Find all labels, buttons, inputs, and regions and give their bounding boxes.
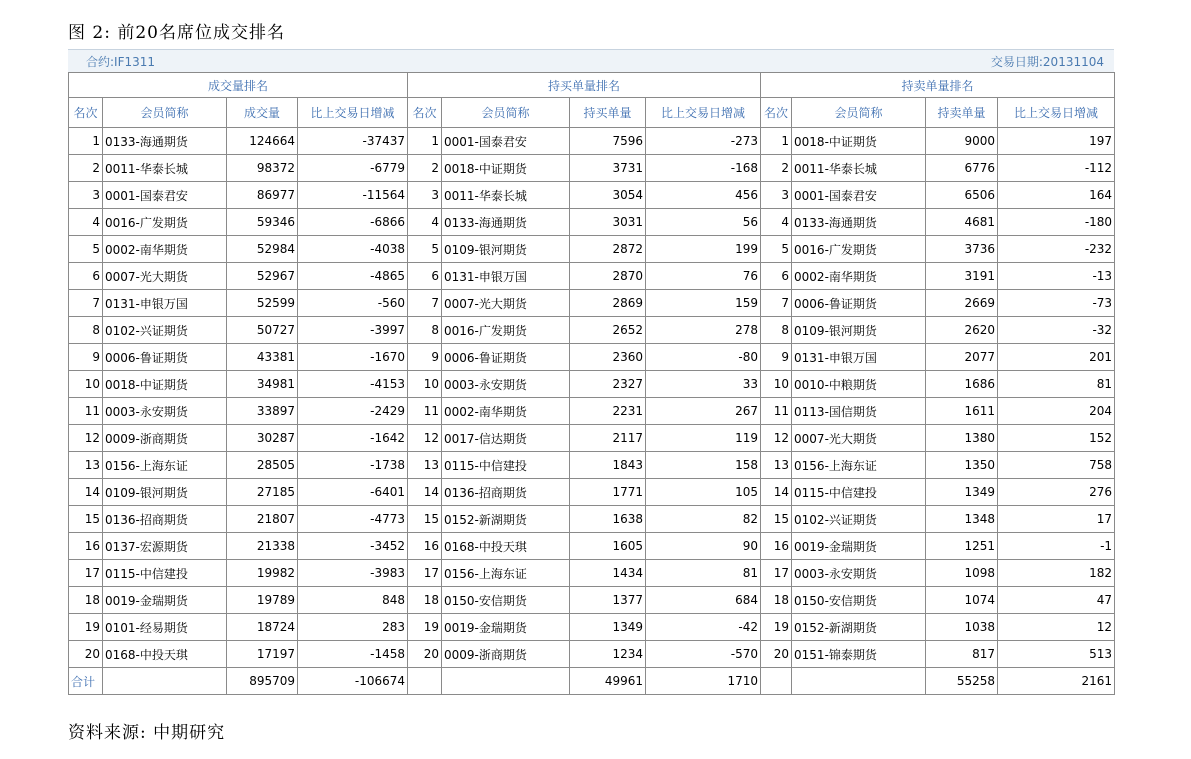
- table-cell: 0007-光大期货: [792, 425, 926, 452]
- table-cell: 2869: [570, 290, 646, 317]
- table-row: [69, 452, 1115, 479]
- table-cell: 20: [69, 641, 103, 668]
- table-cell: 43381: [227, 344, 298, 371]
- table-cell: 33: [646, 371, 761, 398]
- table-cell: 0150-安信期货: [442, 587, 570, 614]
- table-cell: 21807: [227, 506, 298, 533]
- table-cell: 1771: [570, 479, 646, 506]
- table-cell: 0152-新湖期货: [792, 614, 926, 641]
- table-cell: 0006-鲁证期货: [442, 344, 570, 371]
- table-row: [69, 614, 1115, 641]
- column-header: 持买单量: [570, 98, 646, 128]
- table-cell: 1251: [926, 533, 998, 560]
- table-cell: 159: [646, 290, 761, 317]
- table-cell: 1234: [570, 641, 646, 668]
- table-cell: -180: [998, 209, 1115, 236]
- table-cell: 6776: [926, 155, 998, 182]
- table-cell: 456: [646, 182, 761, 209]
- table-cell: 90: [646, 533, 761, 560]
- table-cell: -4773: [298, 506, 408, 533]
- table-cell: 19: [761, 614, 792, 641]
- table-cell: 0131-申银万国: [442, 263, 570, 290]
- table-cell: 0017-信达期货: [442, 425, 570, 452]
- table-cell: 14: [761, 479, 792, 506]
- table-cell: 15: [408, 506, 442, 533]
- table-row: [69, 209, 1115, 236]
- table-cell: 2872: [570, 236, 646, 263]
- table-row: [69, 236, 1115, 263]
- table-cell: 1074: [926, 587, 998, 614]
- table-cell: 56: [646, 209, 761, 236]
- table-cell: 0168-中投天琪: [103, 641, 227, 668]
- table-cell: 13: [69, 452, 103, 479]
- table-row: [69, 263, 1115, 290]
- table-cell: 7: [69, 290, 103, 317]
- table-cell: 13: [408, 452, 442, 479]
- table-cell: 0133-海通期货: [442, 209, 570, 236]
- table-cell: 12: [408, 425, 442, 452]
- table-cell: 17: [998, 506, 1115, 533]
- table-cell: 2652: [570, 317, 646, 344]
- total-cell: [442, 668, 570, 695]
- table-cell: 0016-广发期货: [103, 209, 227, 236]
- table-cell: -4153: [298, 371, 408, 398]
- total-cell: [103, 668, 227, 695]
- table-cell: 0019-金瑞期货: [103, 587, 227, 614]
- table-cell: 3054: [570, 182, 646, 209]
- total-cell: 1710: [646, 668, 761, 695]
- table-cell: 52984: [227, 236, 298, 263]
- table-cell: 6: [761, 263, 792, 290]
- table-row: [69, 560, 1115, 587]
- total-row: [69, 668, 1115, 695]
- table-cell: 0011-华泰长城: [792, 155, 926, 182]
- table-cell: 0001-国泰君安: [792, 182, 926, 209]
- table-cell: -6779: [298, 155, 408, 182]
- table-cell: 267: [646, 398, 761, 425]
- table-cell: 19: [408, 614, 442, 641]
- table-cell: 6506: [926, 182, 998, 209]
- table-cell: 76: [646, 263, 761, 290]
- table-cell: 0150-安信期货: [792, 587, 926, 614]
- table-cell: 2117: [570, 425, 646, 452]
- table-cell: -3983: [298, 560, 408, 587]
- table-row: [69, 533, 1115, 560]
- table-cell: -168: [646, 155, 761, 182]
- table-cell: 2327: [570, 371, 646, 398]
- table-cell: 204: [998, 398, 1115, 425]
- table-cell: -11564: [298, 182, 408, 209]
- table-cell: 14: [408, 479, 442, 506]
- table-cell: 17197: [227, 641, 298, 668]
- total-label: 合计: [69, 668, 103, 695]
- table-cell: 1843: [570, 452, 646, 479]
- table-cell: 10: [408, 371, 442, 398]
- table-cell: 19789: [227, 587, 298, 614]
- table-cell: 684: [646, 587, 761, 614]
- table-cell: 6: [408, 263, 442, 290]
- column-header: 会员简称: [792, 98, 926, 128]
- table-cell: 11: [408, 398, 442, 425]
- figure-title: 图 2: 前20名席位成交排名: [68, 23, 285, 43]
- column-header: 比上交易日增减: [998, 98, 1115, 128]
- table-cell: -42: [646, 614, 761, 641]
- table-cell: 3736: [926, 236, 998, 263]
- table-cell: 1: [761, 128, 792, 155]
- table-cell: 3731: [570, 155, 646, 182]
- table-cell: 3191: [926, 263, 998, 290]
- table-cell: 0101-经易期货: [103, 614, 227, 641]
- table-cell: 2620: [926, 317, 998, 344]
- table-cell: 0109-银河期货: [792, 317, 926, 344]
- table-cell: 1349: [926, 479, 998, 506]
- column-header: 持卖单量: [926, 98, 998, 128]
- table-cell: -1458: [298, 641, 408, 668]
- table-cell: 1434: [570, 560, 646, 587]
- ranking-table: [68, 72, 1115, 695]
- table-cell: 0131-申银万国: [103, 290, 227, 317]
- table-cell: 105: [646, 479, 761, 506]
- table-cell: 1: [408, 128, 442, 155]
- table-cell: 33897: [227, 398, 298, 425]
- table-cell: 19982: [227, 560, 298, 587]
- table-cell: 0016-广发期货: [792, 236, 926, 263]
- table-cell: 1: [69, 128, 103, 155]
- table-cell: 12: [69, 425, 103, 452]
- table-cell: 0003-永安期货: [103, 398, 227, 425]
- table-cell: 10: [69, 371, 103, 398]
- table-cell: 0006-鲁证期货: [103, 344, 227, 371]
- table-cell: 278: [646, 317, 761, 344]
- table-cell: 0002-南华期货: [792, 263, 926, 290]
- column-header: 会员简称: [442, 98, 570, 128]
- table-cell: 1098: [926, 560, 998, 587]
- table-row: [69, 290, 1115, 317]
- table-cell: 158: [646, 452, 761, 479]
- table-cell: 86977: [227, 182, 298, 209]
- table-cell: 1638: [570, 506, 646, 533]
- table-cell: 124664: [227, 128, 298, 155]
- table-cell: 82: [646, 506, 761, 533]
- table-cell: 28505: [227, 452, 298, 479]
- table-cell: 1605: [570, 533, 646, 560]
- table-cell: 2870: [570, 263, 646, 290]
- table-cell: -6866: [298, 209, 408, 236]
- group-header-row: [69, 73, 1115, 98]
- table-row: [69, 155, 1115, 182]
- table-cell: 182: [998, 560, 1115, 587]
- table-cell: -13: [998, 263, 1115, 290]
- table-cell: 8: [761, 317, 792, 344]
- total-cell: -106674: [298, 668, 408, 695]
- table-meta-bar: [68, 49, 1114, 72]
- trade-date-label: 交易日期:20131104: [990, 55, 1104, 69]
- table-cell: 15: [69, 506, 103, 533]
- table-cell: -2429: [298, 398, 408, 425]
- table-cell: 7: [761, 290, 792, 317]
- table-cell: 0019-金瑞期货: [792, 533, 926, 560]
- table-cell: 20: [761, 641, 792, 668]
- table-cell: -3452: [298, 533, 408, 560]
- table-cell: 27185: [227, 479, 298, 506]
- table-cell: 0006-鲁证期货: [792, 290, 926, 317]
- contract-label: 合约:IF1311: [86, 55, 156, 69]
- table-cell: 6: [69, 263, 103, 290]
- table-cell: -273: [646, 128, 761, 155]
- table-cell: 2669: [926, 290, 998, 317]
- table-row: [69, 182, 1115, 209]
- table-cell: 0115-中信建投: [103, 560, 227, 587]
- table-cell: 5: [69, 236, 103, 263]
- table-cell: 13: [761, 452, 792, 479]
- table-cell: -4038: [298, 236, 408, 263]
- table-cell: 0109-银河期货: [103, 479, 227, 506]
- table-cell: 50727: [227, 317, 298, 344]
- table-cell: 0018-中证期货: [442, 155, 570, 182]
- table-cell: -232: [998, 236, 1115, 263]
- table-cell: 1348: [926, 506, 998, 533]
- table-cell: 0136-招商期货: [442, 479, 570, 506]
- table-cell: 17: [408, 560, 442, 587]
- table-cell: 0001-国泰君安: [103, 182, 227, 209]
- table-cell: -73: [998, 290, 1115, 317]
- table-cell: 9: [69, 344, 103, 371]
- column-header: 名次: [69, 98, 103, 128]
- table-cell: 1377: [570, 587, 646, 614]
- table-cell: 16: [69, 533, 103, 560]
- table-cell: -4865: [298, 263, 408, 290]
- table-row: [69, 371, 1115, 398]
- table-cell: 0010-中粮期货: [792, 371, 926, 398]
- column-header: 会员简称: [103, 98, 227, 128]
- table-cell: 14: [69, 479, 103, 506]
- table-cell: 0115-中信建投: [442, 452, 570, 479]
- table-cell: 16: [408, 533, 442, 560]
- table-cell: 30287: [227, 425, 298, 452]
- column-header: 名次: [761, 98, 792, 128]
- table-cell: 0009-浙商期货: [442, 641, 570, 668]
- column-header: 成交量: [227, 98, 298, 128]
- table-cell: 8: [69, 317, 103, 344]
- table-cell: -80: [646, 344, 761, 371]
- table-cell: 2077: [926, 344, 998, 371]
- column-header: 比上交易日增减: [298, 98, 408, 128]
- table-cell: 17: [69, 560, 103, 587]
- table-cell: 3031: [570, 209, 646, 236]
- total-cell: [761, 668, 792, 695]
- table-cell: 1611: [926, 398, 998, 425]
- table-cell: 152: [998, 425, 1115, 452]
- table-cell: 0002-南华期货: [103, 236, 227, 263]
- total-cell: 2161: [998, 668, 1115, 695]
- table-cell: -570: [646, 641, 761, 668]
- table-cell: 0136-招商期货: [103, 506, 227, 533]
- table-cell: 2231: [570, 398, 646, 425]
- table-row: [69, 506, 1115, 533]
- table-cell: 7596: [570, 128, 646, 155]
- table-cell: 18724: [227, 614, 298, 641]
- table-cell: 16: [761, 533, 792, 560]
- table-cell: 199: [646, 236, 761, 263]
- table-cell: 0151-锦泰期货: [792, 641, 926, 668]
- table-body: [69, 128, 1115, 695]
- table-cell: 0109-银河期货: [442, 236, 570, 263]
- table-cell: 0011-华泰长城: [442, 182, 570, 209]
- table-cell: 164: [998, 182, 1115, 209]
- table-cell: 0007-光大期货: [103, 263, 227, 290]
- table-cell: 15: [761, 506, 792, 533]
- table-cell: 11: [761, 398, 792, 425]
- table-cell: 758: [998, 452, 1115, 479]
- table-cell: 119: [646, 425, 761, 452]
- table-cell: 0011-华泰长城: [103, 155, 227, 182]
- table-cell: 4: [761, 209, 792, 236]
- group-buy-header: 持买单量排名: [408, 73, 761, 98]
- total-cell: [792, 668, 926, 695]
- table-cell: 52967: [227, 263, 298, 290]
- table-cell: 98372: [227, 155, 298, 182]
- table-cell: 0102-兴证期货: [792, 506, 926, 533]
- source-note: 资料来源: 中期研究: [68, 723, 226, 743]
- table-row: [69, 587, 1115, 614]
- table-cell: 1349: [570, 614, 646, 641]
- table-cell: 18: [69, 587, 103, 614]
- table-cell: 47: [998, 587, 1115, 614]
- table-cell: -3997: [298, 317, 408, 344]
- table-cell: 21338: [227, 533, 298, 560]
- table-cell: 52599: [227, 290, 298, 317]
- table-cell: 9: [761, 344, 792, 371]
- total-cell: 49961: [570, 668, 646, 695]
- table-cell: 0002-南华期货: [442, 398, 570, 425]
- table-cell: 81: [998, 371, 1115, 398]
- table-cell: 9: [408, 344, 442, 371]
- table-cell: -32: [998, 317, 1115, 344]
- table-cell: 283: [298, 614, 408, 641]
- table-row: [69, 425, 1115, 452]
- table-row: [69, 398, 1115, 425]
- table-cell: -1670: [298, 344, 408, 371]
- table-cell: 3: [761, 182, 792, 209]
- table-cell: 276: [998, 479, 1115, 506]
- table-cell: 0001-国泰君安: [442, 128, 570, 155]
- table-cell: 12: [998, 614, 1115, 641]
- table-cell: 10: [761, 371, 792, 398]
- table-cell: 0156-上海东证: [792, 452, 926, 479]
- table-cell: -1: [998, 533, 1115, 560]
- table-cell: 0152-新湖期货: [442, 506, 570, 533]
- table-cell: 513: [998, 641, 1115, 668]
- table-cell: 1686: [926, 371, 998, 398]
- column-header-row: [69, 98, 1115, 128]
- table-cell: 34981: [227, 371, 298, 398]
- table-cell: 0133-海通期货: [792, 209, 926, 236]
- table-cell: 197: [998, 128, 1115, 155]
- table-cell: 0009-浙商期货: [103, 425, 227, 452]
- table-row: [69, 479, 1115, 506]
- table-cell: 1038: [926, 614, 998, 641]
- table-cell: 2: [408, 155, 442, 182]
- column-header: 比上交易日增减: [646, 98, 761, 128]
- table-cell: 0007-光大期货: [442, 290, 570, 317]
- table-cell: 5: [761, 236, 792, 263]
- table-cell: 0156-上海东证: [442, 560, 570, 587]
- table-cell: 0102-兴证期货: [103, 317, 227, 344]
- table-cell: 3: [408, 182, 442, 209]
- table-cell: 4681: [926, 209, 998, 236]
- table-cell: 848: [298, 587, 408, 614]
- total-cell: 55258: [926, 668, 998, 695]
- table-cell: 2: [69, 155, 103, 182]
- table-cell: 19: [69, 614, 103, 641]
- table-cell: 17: [761, 560, 792, 587]
- table-cell: 4: [408, 209, 442, 236]
- table-cell: 1380: [926, 425, 998, 452]
- table-cell: -560: [298, 290, 408, 317]
- table-cell: 201: [998, 344, 1115, 371]
- group-volume-header: 成交量排名: [69, 73, 408, 98]
- table-cell: 0018-中证期货: [103, 371, 227, 398]
- table-cell: 0016-广发期货: [442, 317, 570, 344]
- table-row: [69, 344, 1115, 371]
- table-cell: 4: [69, 209, 103, 236]
- table-cell: 0133-海通期货: [103, 128, 227, 155]
- table-row: [69, 317, 1115, 344]
- table-cell: 18: [408, 587, 442, 614]
- table-cell: 8: [408, 317, 442, 344]
- table-cell: 817: [926, 641, 998, 668]
- total-cell: 895709: [227, 668, 298, 695]
- table-cell: -1738: [298, 452, 408, 479]
- table-cell: 0156-上海东证: [103, 452, 227, 479]
- table-cell: 20: [408, 641, 442, 668]
- table-cell: 81: [646, 560, 761, 587]
- table-cell: 0019-金瑞期货: [442, 614, 570, 641]
- table-cell: 1350: [926, 452, 998, 479]
- table-cell: 7: [408, 290, 442, 317]
- total-cell: [408, 668, 442, 695]
- table-cell: 12: [761, 425, 792, 452]
- table-cell: 11: [69, 398, 103, 425]
- table-cell: 0115-中信建投: [792, 479, 926, 506]
- table-cell: 0003-永安期货: [792, 560, 926, 587]
- table-cell: 3: [69, 182, 103, 209]
- group-sell-header: 持卖单量排名: [761, 73, 1115, 98]
- table-cell: 2360: [570, 344, 646, 371]
- table-cell: -6401: [298, 479, 408, 506]
- table-cell: 59346: [227, 209, 298, 236]
- table-cell: -37437: [298, 128, 408, 155]
- table-cell: 0137-宏源期货: [103, 533, 227, 560]
- table-cell: 9000: [926, 128, 998, 155]
- table-cell: -112: [998, 155, 1115, 182]
- column-header: 名次: [408, 98, 442, 128]
- table-cell: 0131-申银万国: [792, 344, 926, 371]
- table-cell: 5: [408, 236, 442, 263]
- table-row: [69, 641, 1115, 668]
- table-cell: 0018-中证期货: [792, 128, 926, 155]
- table-cell: 18: [761, 587, 792, 614]
- table-row: [69, 128, 1115, 155]
- table-cell: 0113-国信期货: [792, 398, 926, 425]
- table-cell: 2: [761, 155, 792, 182]
- table-cell: 0003-永安期货: [442, 371, 570, 398]
- table-cell: -1642: [298, 425, 408, 452]
- table-cell: 0168-中投天琪: [442, 533, 570, 560]
